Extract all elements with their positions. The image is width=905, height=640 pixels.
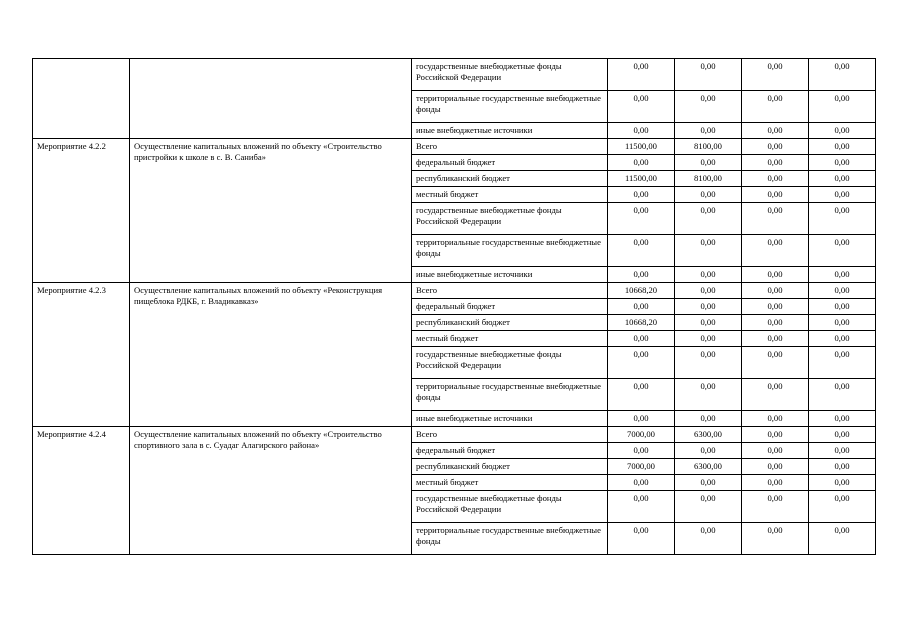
funding-source-cell: иные внебюджетные источники xyxy=(412,123,608,139)
amount-cell: 0,00 xyxy=(742,187,809,203)
amount-cell: 0,00 xyxy=(675,235,742,267)
funding-source-cell: государственные внебюджетные фонды Российской Федерации xyxy=(412,203,608,235)
amount-cell: 0,00 xyxy=(809,235,876,267)
measure-cell: Мероприятие 4.2.2 xyxy=(33,139,130,283)
measure-cell xyxy=(33,59,130,139)
amount-cell: 0,00 xyxy=(608,443,675,459)
amount-cell: 0,00 xyxy=(742,379,809,411)
amount-cell: 0,00 xyxy=(675,411,742,427)
amount-cell: 0,00 xyxy=(608,299,675,315)
measure-cell: Мероприятие 4.2.3 xyxy=(33,283,130,427)
amount-cell: 0,00 xyxy=(809,155,876,171)
amount-cell: 0,00 xyxy=(809,59,876,91)
amount-cell: 0,00 xyxy=(608,91,675,123)
amount-cell: 0,00 xyxy=(742,91,809,123)
amount-cell: 0,00 xyxy=(809,315,876,331)
amount-cell: 11500,00 xyxy=(608,139,675,155)
amount-cell: 0,00 xyxy=(809,491,876,523)
funding-source-cell: иные внебюджетные источники xyxy=(412,267,608,283)
amount-cell: 0,00 xyxy=(809,459,876,475)
amount-cell: 0,00 xyxy=(675,203,742,235)
funding-source-cell: территориальные государственные внебюджетные фонды xyxy=(412,523,608,555)
amount-cell: 0,00 xyxy=(675,155,742,171)
amount-cell: 7000,00 xyxy=(608,427,675,443)
funding-source-cell: федеральный бюджет xyxy=(412,299,608,315)
amount-cell: 0,00 xyxy=(809,331,876,347)
amount-cell: 0,00 xyxy=(809,347,876,379)
amount-cell: 0,00 xyxy=(742,491,809,523)
measure-description-cell: Осуществление капитальных вложений по объекту «Строительство пристройки к школе в с. В. Саниба» xyxy=(130,139,412,283)
amount-cell: 0,00 xyxy=(675,475,742,491)
amount-cell: 0,00 xyxy=(742,203,809,235)
amount-cell: 0,00 xyxy=(608,331,675,347)
amount-cell: 0,00 xyxy=(742,235,809,267)
amount-cell: 0,00 xyxy=(675,443,742,459)
amount-cell: 0,00 xyxy=(675,299,742,315)
amount-cell: 0,00 xyxy=(608,235,675,267)
amount-cell: 0,00 xyxy=(809,203,876,235)
amount-cell: 0,00 xyxy=(608,267,675,283)
amount-cell: 0,00 xyxy=(809,411,876,427)
funding-source-cell: государственные внебюджетные фонды Российской Федерации xyxy=(412,59,608,91)
funding-source-cell: территориальные государственные внебюджетные фонды xyxy=(412,379,608,411)
amount-cell: 0,00 xyxy=(742,123,809,139)
amount-cell: 0,00 xyxy=(608,155,675,171)
amount-cell: 0,00 xyxy=(742,155,809,171)
amount-cell: 0,00 xyxy=(809,187,876,203)
amount-cell: 0,00 xyxy=(809,475,876,491)
table-row xyxy=(33,283,876,299)
amount-cell: 0,00 xyxy=(809,427,876,443)
amount-cell: 0,00 xyxy=(742,427,809,443)
measure-description-cell xyxy=(130,59,412,139)
amount-cell: 0,00 xyxy=(608,491,675,523)
amount-cell: 0,00 xyxy=(809,299,876,315)
measure-cell: Мероприятие 4.2.4 xyxy=(33,427,130,555)
amount-cell: 0,00 xyxy=(809,283,876,299)
amount-cell: 0,00 xyxy=(675,315,742,331)
funding-source-cell: местный бюджет xyxy=(412,187,608,203)
funding-source-cell: федеральный бюджет xyxy=(412,155,608,171)
amount-cell: 8100,00 xyxy=(675,171,742,187)
amount-cell: 0,00 xyxy=(675,379,742,411)
funding-source-cell: государственные внебюджетные фонды Российской Федерации xyxy=(412,491,608,523)
amount-cell: 0,00 xyxy=(742,475,809,491)
amount-cell: 0,00 xyxy=(742,139,809,155)
funding-source-cell: территориальные государственные внебюджетные фонды xyxy=(412,91,608,123)
amount-cell: 0,00 xyxy=(608,523,675,555)
amount-cell: 0,00 xyxy=(742,315,809,331)
measure-description-cell: Осуществление капитальных вложений по объекту «Реконструкция пищеблока РДКБ, г. Владикавказ» xyxy=(130,283,412,427)
amount-cell: 10668,20 xyxy=(608,315,675,331)
amount-cell: 6300,00 xyxy=(675,459,742,475)
amount-cell: 0,00 xyxy=(675,347,742,379)
amount-cell: 0,00 xyxy=(809,139,876,155)
amount-cell: 0,00 xyxy=(608,187,675,203)
funding-source-cell: местный бюджет xyxy=(412,475,608,491)
amount-cell: 0,00 xyxy=(742,59,809,91)
table-row xyxy=(33,139,876,155)
amount-cell: 0,00 xyxy=(675,523,742,555)
amount-cell: 0,00 xyxy=(608,411,675,427)
amount-cell: 0,00 xyxy=(675,91,742,123)
funding-source-cell: государственные внебюджетные фонды Российской Федерации xyxy=(412,347,608,379)
amount-cell: 0,00 xyxy=(809,123,876,139)
amount-cell: 0,00 xyxy=(675,187,742,203)
funding-source-cell: республиканский бюджет xyxy=(412,315,608,331)
funding-source-cell: республиканский бюджет xyxy=(412,171,608,187)
amount-cell: 0,00 xyxy=(608,203,675,235)
amount-cell: 0,00 xyxy=(675,267,742,283)
amount-cell: 0,00 xyxy=(742,283,809,299)
amount-cell: 0,00 xyxy=(742,443,809,459)
measure-description-cell: Осуществление капитальных вложений по объекту «Строительство спортивного зала в с. Суадаг Алагирского района» xyxy=(130,427,412,555)
amount-cell: 0,00 xyxy=(742,523,809,555)
amount-cell: 0,00 xyxy=(742,267,809,283)
amount-cell: 10668,20 xyxy=(608,283,675,299)
amount-cell: 0,00 xyxy=(742,331,809,347)
amount-cell: 0,00 xyxy=(742,411,809,427)
amount-cell: 6300,00 xyxy=(675,427,742,443)
amount-cell: 0,00 xyxy=(809,523,876,555)
funding-source-cell: Всего xyxy=(412,139,608,155)
amount-cell: 0,00 xyxy=(608,475,675,491)
amount-cell: 0,00 xyxy=(809,443,876,459)
funding-source-cell: Всего xyxy=(412,427,608,443)
funding-source-cell: иные внебюджетные источники xyxy=(412,411,608,427)
amount-cell: 0,00 xyxy=(608,123,675,139)
amount-cell: 0,00 xyxy=(809,91,876,123)
table-row xyxy=(33,59,876,91)
amount-cell: 0,00 xyxy=(742,171,809,187)
amount-cell: 0,00 xyxy=(809,171,876,187)
amount-cell: 0,00 xyxy=(809,379,876,411)
amount-cell: 0,00 xyxy=(742,459,809,475)
funding-source-cell: Всего xyxy=(412,283,608,299)
table-row xyxy=(33,427,876,443)
funding-source-cell: местный бюджет xyxy=(412,331,608,347)
amount-cell: 0,00 xyxy=(675,283,742,299)
amount-cell: 0,00 xyxy=(608,347,675,379)
funding-source-cell: республиканский бюджет xyxy=(412,459,608,475)
amount-cell: 11500,00 xyxy=(608,171,675,187)
funding-table xyxy=(32,58,876,555)
amount-cell: 0,00 xyxy=(675,491,742,523)
amount-cell: 0,00 xyxy=(608,59,675,91)
amount-cell: 0,00 xyxy=(675,123,742,139)
amount-cell: 0,00 xyxy=(608,379,675,411)
amount-cell: 0,00 xyxy=(675,331,742,347)
amount-cell: 0,00 xyxy=(809,267,876,283)
amount-cell: 0,00 xyxy=(742,299,809,315)
amount-cell: 0,00 xyxy=(742,347,809,379)
funding-source-cell: федеральный бюджет xyxy=(412,443,608,459)
amount-cell: 8100,00 xyxy=(675,139,742,155)
amount-cell: 7000,00 xyxy=(608,459,675,475)
funding-table-body xyxy=(33,59,876,555)
funding-source-cell: территориальные государственные внебюджетные фонды xyxy=(412,235,608,267)
amount-cell: 0,00 xyxy=(675,59,742,91)
